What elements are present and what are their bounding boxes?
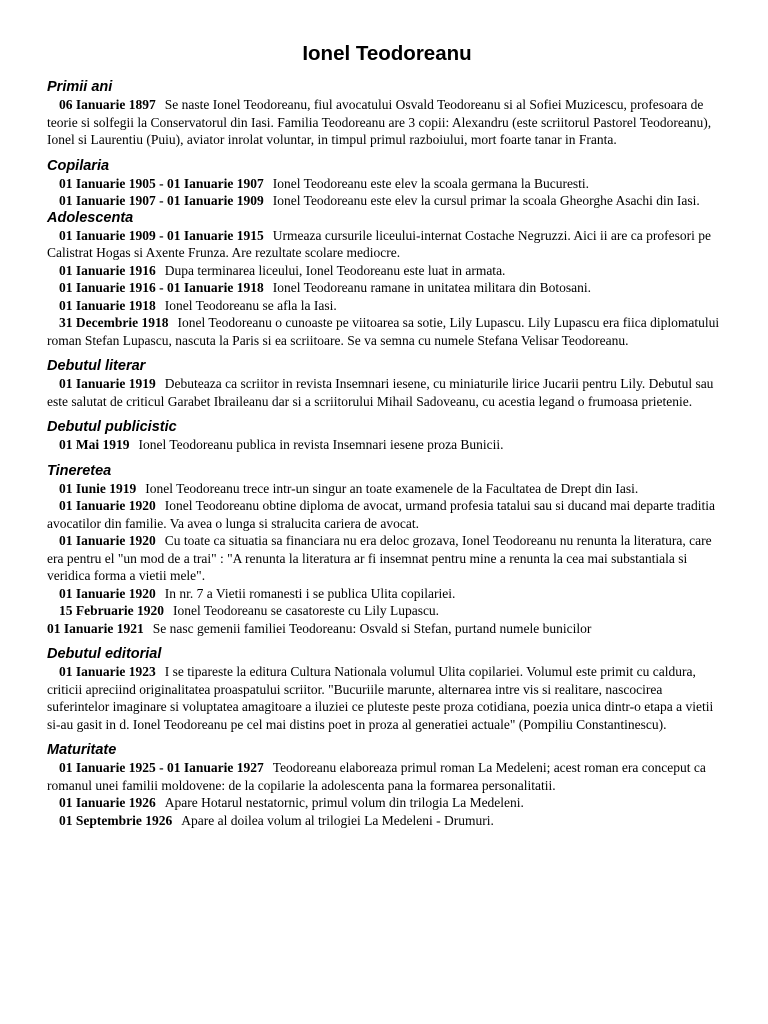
section-spacer [47,149,727,158]
entry-text: Ionel Teodoreanu trece intr-un singur an toate examenele de la Facultatea de Drept din Iasi. [145,480,639,496]
section-heading: Debutul publicistic [47,419,177,435]
entry-text: Urmeaza cursurile liceului-internat Costache Negruzzi. Aici ii are ca profesori pe Calistrat Hogas si Axente Frunza. Are rezultate scolare mediocre. [47,227,711,260]
section-spacer [47,454,727,463]
entry-text: Ionel Teodoreanu publica in revista Insemnari iesene proza Bunicii. [138,437,504,452]
timeline-entry [47,227,727,262]
entry-text: Ionel Teodoreanu ramane in unitatea militara din Botosani. [272,280,591,295]
timeline-section [47,79,727,149]
entry-text: Ionel Teodoreanu este elev la cursul primar la scoala Gheorghe Asachi din Iasi. [272,193,700,208]
entry-date: 31 Decembrie 1918 [59,315,169,330]
entry-text: Se nasc gemenii familiei Teodoreanu: Osvald si Stefan, purtand numele bunicilor [152,620,592,636]
timeline-entry [47,480,727,498]
entry-date: 01 Ianuarie 1909 - 01 Ianuarie 1915 [59,227,264,243]
entry-text: Ionel Teodoreanu este elev la scoala germana la Bucuresti. [272,175,590,191]
entry-date: 01 Ianuarie 1916 - 01 Ianuarie 1918 [59,280,264,295]
timeline-section [47,158,727,210]
timeline-entry [47,375,727,410]
section-spacer [47,733,727,742]
entry-date: 01 Ianuarie 1919 [59,376,156,391]
timeline-section [47,646,727,733]
entry-date: 01 Septembrie 1926 [59,812,173,828]
section-heading: Copilaria [47,157,110,174]
timeline-section [47,210,727,350]
section-heading: Tineretea [47,462,112,479]
section-heading: Debutul literar [47,358,146,374]
entry-date: 01 Ianuarie 1926 [59,795,156,810]
entry-date: 01 Iunie 1919 [59,480,137,496]
entry-date: 01 Ianuarie 1920 [59,533,156,548]
timeline-entry [47,812,727,830]
entry-text: I se tipareste la editura Cultura Nationala volumul Ulita copilariei. Volumul este primit cu caldura, criticii apreciind originalitatea proaspatului scriitor. "Bucuriile marunte, alternarea intre vis si realitare, nascocirea suferintelor imaginare si voluptatea amagitoare a iluziei ce pluteste peste proza cotidiana, poezia unica dintr-o etapa a vietii si-au gasit in d. Ionel Teodoreanu pe cel mai distins poet in proza al generatiei actuale" (Pompiliu Constantinescu). [47,664,714,732]
section-heading: Primii ani [47,79,113,95]
entry-text: Apare al doilea volum al trilogiei La Medeleni - Drumuri. [181,812,494,828]
timeline-entry [47,192,727,210]
section-spacer [47,410,727,419]
section-spacer [47,637,727,646]
timeline [47,79,727,829]
entry-text: Dupa terminarea liceului, Ionel Teodoreanu este luat in armata. [164,262,506,278]
section-heading: Adolescenta [47,209,134,226]
entry-date: 01 Ianuarie 1923 [59,664,156,679]
timeline-section [47,358,727,410]
entry-text: Ionel Teodoreanu o cunoaste pe viitoarea sa sotie, Lily Lupascu. Lily Lupascu era fiica diplomatului roman Stefan Lupascu, nascuta la Paris si ea scriitoare. Se va semna cu numele Stefana Velisar Teodoreanu. [47,315,720,348]
entry-date: 01 Mai 1919 [59,437,130,452]
timeline-entry [47,759,727,794]
entry-date: 01 Ianuarie 1916 [59,262,156,278]
timeline-section [47,419,727,454]
entry-date: 01 Ianuarie 1920 [59,585,156,601]
page-title: Ionel Teodoreanu [302,42,472,65]
entry-date: 01 Ianuarie 1920 [59,498,156,513]
entry-date: 06 Ianuarie 1897 [59,97,156,112]
entry-text: Ionel Teodoreanu se casatoreste cu Lily Lupascu. [172,603,440,618]
section-spacer [47,349,727,358]
entry-date: 01 Ianuarie 1921 [47,620,144,636]
document-page [47,40,727,829]
section-heading: Debutul editorial [47,646,162,662]
timeline-entry [47,314,727,349]
entry-text: Apare Hotarul nestatornic, primul volum din trilogia La Medeleni. [164,795,524,810]
timeline-entry [47,436,727,454]
entry-text: Teodoreanu elaboreaza primul roman La Medeleni; acest roman era conceput ca romanul unei familii moldovene: de la copilarie la adolescenta pana la formarea personalitatii. [47,760,706,793]
timeline-entry [47,175,727,193]
timeline-entry [47,262,727,280]
timeline-entry [47,663,727,733]
entry-text: In nr. 7 a Vietii romanesti i se publica Ulita copilariei. [164,585,456,601]
timeline-entry [47,585,727,603]
timeline-entry [47,602,727,620]
entry-text: Ionel Teodoreanu se afla la Iasi. [164,297,337,313]
section-heading: Maturitate [47,742,117,758]
entry-date: 01 Ianuarie 1905 - 01 Ianuarie 1907 [59,175,264,191]
entry-date: 15 Februarie 1920 [59,603,164,618]
timeline-section [47,742,727,829]
timeline-section [47,463,727,638]
entry-text: Se naste Ionel Teodoreanu, fiul avocatului Osvald Teodoreanu si al Sofiei Muzicescu, profesoara de teorie si solfegii la Conservatorul din Iasi. Familia Teodoreanu are 3 copii: Alexandru (este scriitorul Pastorel Teodoreanu), Ionel si Laurentiu (Puiu), aviator inrolat voluntar, in timpul primul razboiului, mort foarte tanar in Franta. [47,97,712,147]
timeline-entry [47,620,727,638]
timeline-entry [47,794,727,812]
entry-date: 01 Ianuarie 1918 [59,297,156,313]
entry-date: 01 Ianuarie 1907 - 01 Ianuarie 1909 [59,193,264,208]
entry-text: Ionel Teodoreanu obtine diploma de avocat, urmand profesia tatalui sau si ducand mai departe traditia avocatilor din familie. Va avea o lunga si stralucita cariera de avocat. [47,498,716,531]
timeline-entry [47,96,727,149]
entry-text: Debuteaza ca scriitor in revista Insemnari iesene, cu miniaturile lirice Jucarii pentru Lily. Debutul sau este salutat de criticul Garabet Ibraileanu dar si a scriitorului Mihail Sadoveanu, cu acestia legand o frumoasa prietenie. [47,376,714,409]
timeline-entry [47,532,727,585]
entry-date: 01 Ianuarie 1925 - 01 Ianuarie 1927 [59,760,264,775]
timeline-entry [47,279,727,297]
timeline-entry [47,297,727,315]
entry-text: Cu toate ca situatia sa financiara nu era deloc grozava, Ionel Teodoreanu nu renunta la literatura, care era pentru el "un mod de a trai" : "A renunta la literatura ar fi insemnat pentru mine a renunta la cea mai substantiala si veridica forma a vietii mele". [47,533,712,583]
timeline-entry [47,497,727,532]
